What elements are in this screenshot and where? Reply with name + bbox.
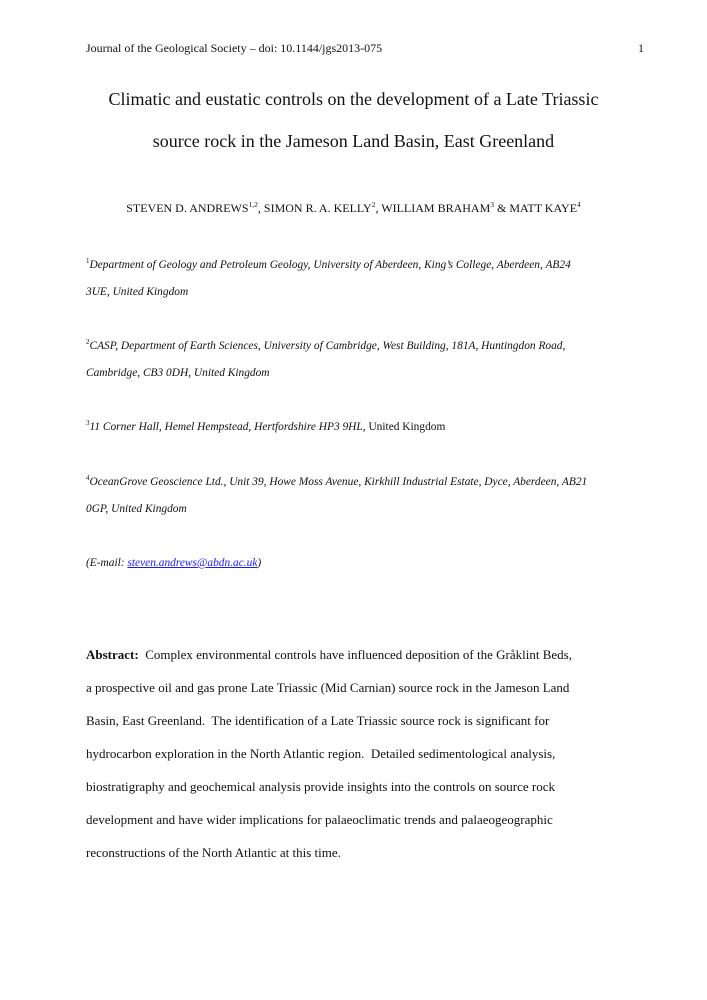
author-affiliation-marker: 3 <box>490 200 495 209</box>
affiliation-text: Department of Geology and Petroleum Geology, University of Aberdeen, King’s College, Aberdeen, AB24 <box>89 259 571 271</box>
abstract-line: a prospective oil and gas prone Late Triassic (Mid Carnian) source rock in the Jameson Land <box>86 680 570 695</box>
page-number: 1 <box>638 41 644 55</box>
affiliation-4 <box>86 476 626 488</box>
abstract-line: hydrocarbon exploration in the North Atlantic region. Detailed sedimentological analysis, <box>86 746 556 761</box>
email-prefix: (E-mail: <box>86 557 128 569</box>
affiliation-text: OceanGrove Geoscience Ltd., Unit 39, Howe Moss Avenue, Kirkhill Industrial Estate, Dyce, Aberdeen, AB21 <box>89 476 588 488</box>
abstract-line: Basin, East Greenland. The identification of a Late Triassic source rock is significant for <box>86 713 550 728</box>
contact-email <box>86 557 626 569</box>
affiliation-2 <box>86 340 626 352</box>
affiliation-3 <box>86 421 626 433</box>
affiliation-country: United Kingdom <box>365 421 446 433</box>
affiliation-marker: 2 <box>86 338 90 346</box>
author-name: WILLIAM BRAHAM <box>381 201 491 215</box>
author-name: SIMON R. A. KELLY <box>263 201 372 215</box>
author-separator: , <box>375 201 382 215</box>
affiliation-marker: 3 <box>86 419 90 427</box>
author-separator: , <box>257 201 264 215</box>
abstract-line: development and have wider implications for palaeoclimatic trends and palaeogeographic <box>86 812 553 827</box>
author-affiliation-marker: 1,2 <box>248 200 258 209</box>
abstract-line: biostratigraphy and geochemical analysis provide insights into the controls on source rock <box>86 779 555 794</box>
author-separator: & <box>494 201 510 215</box>
abstract-text: Complex environmental controls have influenced deposition of the Gråklint Beds, <box>138 647 572 662</box>
author-name: STEVEN D. ANDREWS <box>126 201 249 215</box>
author-list <box>0 201 707 216</box>
abstract-label: Abstract: <box>86 647 139 662</box>
author-name: MATT KAYE <box>509 201 578 215</box>
running-header: Journal of the Geological Society – doi: 10.1144/jgs2013-075 <box>86 41 383 55</box>
title-line-1: Climatic and eustatic controls on the development of a Late Triassic <box>108 89 599 109</box>
email-link[interactable]: steven.andrews@abdn.ac.uk <box>127 557 258 569</box>
affiliation-4-cont: 0GP, United Kingdom <box>86 503 187 515</box>
affiliation-1 <box>86 259 626 271</box>
title-line-2: source rock in the Jameson Land Basin, East Greenland <box>152 131 555 151</box>
author-affiliation-marker: 2 <box>371 200 376 209</box>
affiliation-marker: 1 <box>86 257 90 265</box>
abstract-line <box>86 638 626 671</box>
affiliation-marker: 4 <box>86 474 90 482</box>
affiliation-text: CASP, Department of Earth Sciences, University of Cambridge, West Building, 181A, Huntingdon Road, <box>89 340 566 352</box>
affiliation-2-cont: Cambridge, CB3 0DH, United Kingdom <box>86 367 270 379</box>
author-affiliation-marker: 4 <box>577 200 581 209</box>
email-suffix: ) <box>257 557 262 569</box>
abstract <box>86 638 626 869</box>
affiliation-1-cont: 3UE, United Kingdom <box>86 286 189 298</box>
affiliation-text: 11 Corner Hall, Hemel Hempstead, Hertfordshire HP3 9HL, <box>89 421 366 433</box>
abstract-line: reconstructions of the North Atlantic at this time. <box>86 845 341 860</box>
